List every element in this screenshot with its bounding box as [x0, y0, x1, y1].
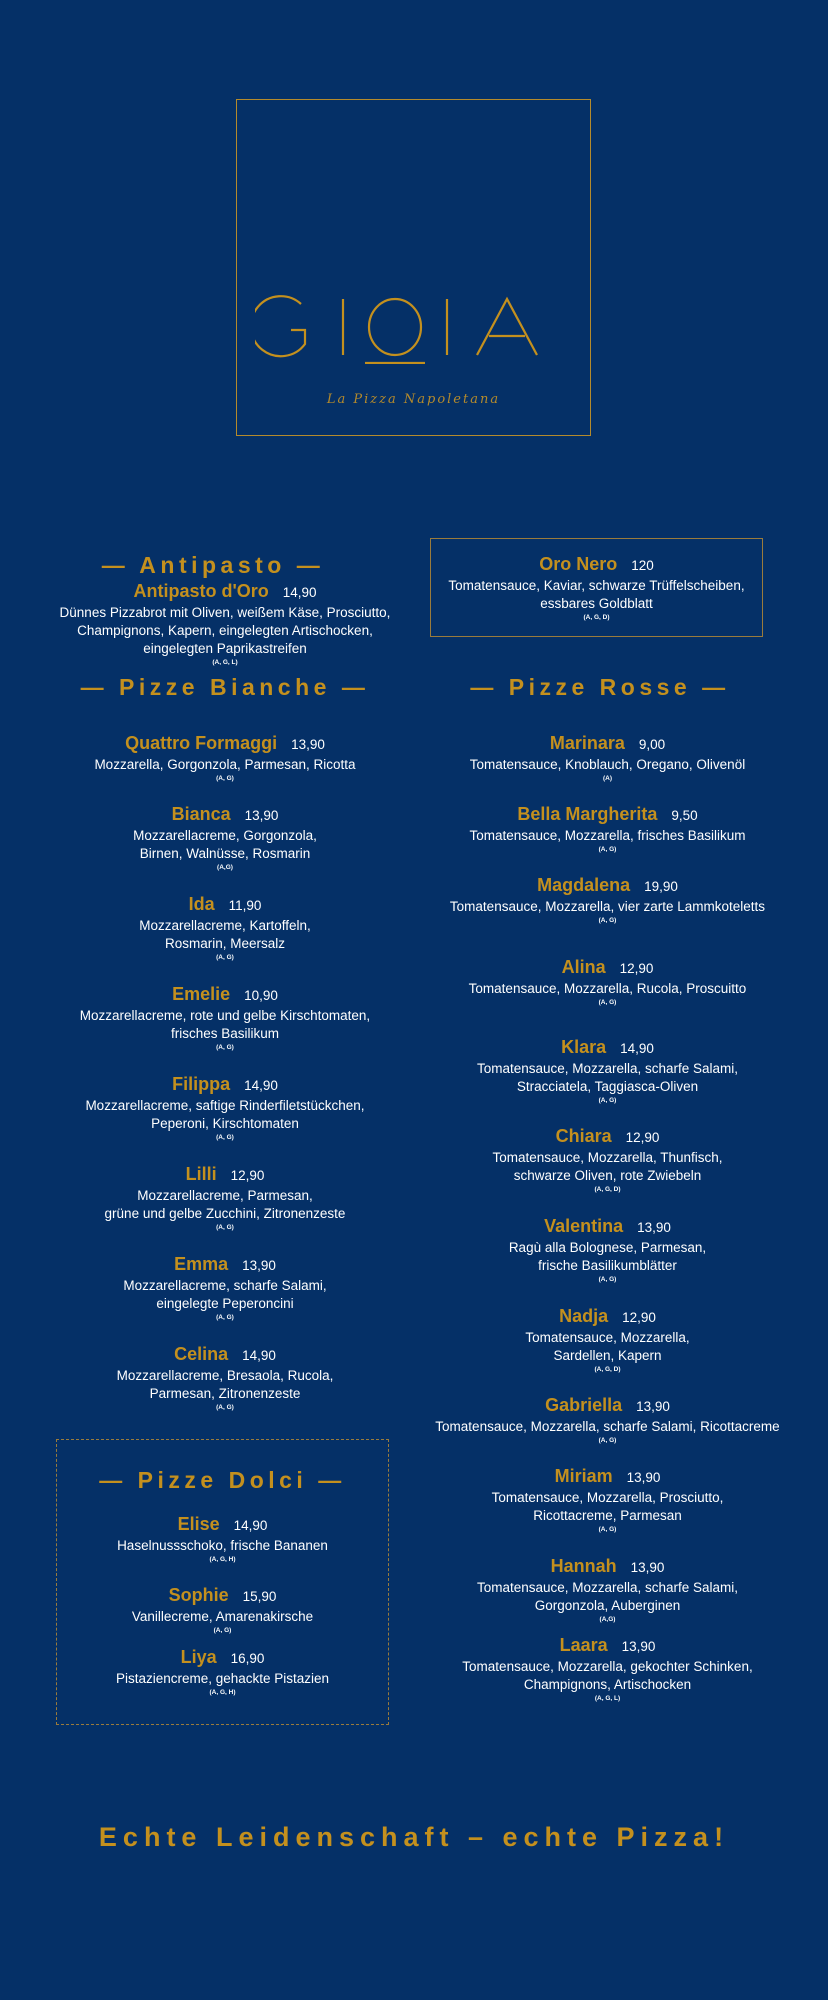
menu-item: [40, 1253, 410, 1322]
menu-item: [40, 893, 410, 962]
item-allergens: (A, G, H): [209, 1689, 236, 1696]
item-description: Stracciatela, Taggiasca-Oliven: [516, 1079, 699, 1094]
item-name: Emelie: [172, 984, 231, 1004]
item-price: 19,90: [644, 879, 678, 894]
item-price: 14,90: [620, 1041, 654, 1056]
item-description: Gorgonzola, Auberginen: [534, 1598, 681, 1613]
item-description: Tomatensauce, Mozzarella, Prosciutto,: [491, 1490, 724, 1505]
item-name: Antipasto d'Oro: [133, 581, 269, 601]
item-name: Laara: [559, 1635, 608, 1655]
item-price: 13,90: [242, 1258, 276, 1273]
item-allergens: (A, G, D): [583, 614, 610, 621]
item-allergens: (A, G): [598, 999, 617, 1006]
item-price: 16,90: [230, 1651, 265, 1666]
item-description: Peperoni, Kirschtomaten: [151, 1116, 299, 1131]
item-description: Tomatensauce, Mozzarella, vier zarte Lammkoteletts: [449, 899, 766, 914]
menu-item: [430, 1125, 785, 1194]
menu-item: [430, 1036, 785, 1105]
menu-item: [40, 983, 410, 1052]
item-name: Ida: [188, 894, 215, 914]
menu-item: [40, 1163, 410, 1232]
item-description: Vanillecreme, Amarenakirsche: [131, 1609, 314, 1624]
item-description: Mozzarellacreme, scharfe Salami,: [123, 1278, 327, 1293]
item-allergens: (A, G): [598, 1437, 617, 1444]
menu-item: [430, 1634, 785, 1703]
item-name: Bella Margherita: [517, 804, 658, 824]
item-price: 14,90: [233, 1518, 268, 1533]
item-description: essbares Goldblatt: [540, 596, 653, 611]
item-allergens: (A, G, H): [209, 1556, 236, 1563]
item-description: grüne und gelbe Zucchini, Zitronenzeste: [104, 1206, 346, 1221]
item-description: Mozzarellacreme, Bresaola, Rucola,: [116, 1368, 334, 1383]
item-price: 13,90: [621, 1639, 656, 1654]
item-price: 13,90: [291, 737, 325, 752]
item-description: Mozzarellacreme, Parmesan,: [137, 1188, 313, 1203]
pizze-bianche-title: — Pizze Bianche —: [80, 674, 370, 700]
item-name: Lilli: [185, 1164, 217, 1184]
item-allergens: (A, G): [598, 846, 617, 853]
item-name: Filippa: [172, 1074, 231, 1094]
item-description: Tomatensauce, Mozzarella, scharfe Salami,: [476, 1061, 739, 1076]
menu-item: [40, 803, 410, 872]
item-description: Birnen, Walnüsse, Rosmarin: [139, 846, 311, 861]
item-price: 10,90: [244, 988, 278, 1003]
item-allergens: (A, G, L): [594, 1695, 621, 1702]
item-allergens: (A, G, L): [212, 659, 238, 666]
item-description: Mozzarellacreme, Gorgonzola,: [133, 828, 317, 843]
item-price: 14,90: [244, 1078, 278, 1093]
item-description: Mozzarellacreme, rote und gelbe Kirschtomaten,: [79, 1008, 371, 1023]
menu-item: [56, 1513, 389, 1564]
menu-item: [430, 1305, 785, 1374]
menu-item: [430, 1555, 785, 1624]
item-description: Pistaziencreme, gehackte Pistazien: [115, 1671, 330, 1686]
item-name: Alina: [561, 957, 606, 977]
item-price: 13,90: [630, 1560, 665, 1575]
item-name: Gabriella: [545, 1395, 623, 1415]
item-description: Tomatensauce, Mozzarella, Rucola, Proscuitto: [468, 981, 747, 996]
item-description: Mozzarellacreme, saftige Rinderfiletstückchen,: [85, 1098, 365, 1113]
item-description: Ragù alla Bolognese, Parmesan,: [508, 1240, 707, 1255]
menu-item: [40, 580, 410, 667]
item-description: Haselnussschoko, frische Bananen: [117, 1538, 328, 1553]
menu-item: [56, 1584, 389, 1635]
item-allergens: (A, G): [598, 1097, 617, 1104]
logo-wordmark: [255, 290, 575, 364]
item-price: 14,90: [242, 1348, 276, 1363]
item-price: 13,90: [626, 1470, 661, 1485]
item-price: 120: [631, 558, 654, 573]
item-allergens: (A, G): [216, 775, 234, 782]
menu-item: [430, 956, 785, 1007]
item-description: frisches Basilikum: [170, 1026, 280, 1041]
item-description: Tomatensauce, Mozzarella, Thunfisch,: [492, 1150, 723, 1165]
item-description: Sardellen, Kapern: [553, 1348, 662, 1363]
item-name: Elise: [177, 1514, 220, 1534]
item-description: Ricottacreme, Parmesan: [533, 1508, 682, 1523]
item-description: Parmesan, Zitronenzeste: [149, 1386, 301, 1401]
logo-tagline: La Pizza Napoletana: [326, 392, 501, 407]
pizze-dolci-title: — Pizze Dolci —: [99, 1467, 346, 1493]
item-name: Magdalena: [537, 875, 631, 895]
item-price: 9,00: [638, 737, 666, 752]
item-description: eingelegten Paprikastreifen: [143, 641, 307, 656]
item-name: Miriam: [554, 1466, 613, 1486]
item-allergens: (A): [602, 775, 613, 782]
menu-item: [40, 732, 410, 783]
menu-item: [56, 1646, 389, 1697]
item-description: Tomatensauce, Mozzarella, scharfe Salami, Ricottacreme: [435, 1419, 780, 1434]
menu-item: [430, 1394, 785, 1445]
item-description: Tomatensauce, Kaviar, schwarze Trüffelscheiben,: [448, 578, 745, 593]
item-allergens: (A, G): [216, 1044, 234, 1051]
item-allergens: (A,G): [217, 864, 233, 871]
item-price: 11,90: [228, 898, 262, 913]
item-description: Champignons, Kapern, eingelegten Artischocken,: [77, 623, 373, 638]
item-allergens: (A,G): [599, 1616, 616, 1623]
item-description: frische Basilikumblätter: [538, 1258, 677, 1273]
menu-item: [430, 1465, 785, 1534]
item-description: Tomatensauce, Knoblauch, Oregano, Olivenöl: [469, 757, 746, 772]
item-allergens: (A, G): [216, 954, 234, 961]
item-name: Klara: [561, 1037, 607, 1057]
item-name: Quattro Formaggi: [125, 733, 278, 753]
item-description: schwarze Oliven, rote Zwiebeln: [513, 1168, 702, 1183]
item-description: Dünnes Pizzabrot mit Oliven, weißem Käse, Prosciutto,: [59, 605, 391, 620]
item-price: 13,90: [637, 1220, 671, 1235]
item-name: Celina: [174, 1344, 229, 1364]
item-price: 14,90: [282, 585, 317, 600]
item-description: Tomatensauce, Mozzarella, frisches Basilikum: [469, 828, 746, 843]
item-allergens: (A, G, D): [594, 1366, 621, 1373]
menu-item: [430, 803, 785, 854]
item-price: 13,90: [244, 808, 279, 823]
item-name: Nadja: [559, 1306, 609, 1326]
item-name: Valentina: [544, 1216, 624, 1236]
item-description: Mozzarellacreme, Kartoffeln,: [139, 918, 311, 933]
menu-item-oro-nero: [430, 553, 763, 622]
item-price: 15,90: [242, 1589, 277, 1604]
item-allergens: (A, G): [216, 1314, 234, 1321]
item-name: Oro Nero: [539, 554, 618, 574]
item-name: Bianca: [171, 804, 231, 824]
item-name: Emma: [174, 1254, 229, 1274]
item-description: eingelegte Peperoncini: [156, 1296, 294, 1311]
menu-item: [40, 1073, 410, 1142]
item-name: Hannah: [550, 1556, 617, 1576]
item-description: Champignons, Artischocken: [523, 1677, 692, 1692]
logo: [236, 99, 591, 436]
item-allergens: (A, G): [598, 917, 617, 924]
item-price: 9,50: [671, 808, 698, 823]
item-name: Sophie: [168, 1585, 229, 1605]
item-name: Chiara: [555, 1126, 612, 1146]
menu-item: [430, 1215, 785, 1284]
item-description: Rosmarin, Meersalz: [164, 936, 286, 951]
item-description: Tomatensauce, Mozzarella, gekochter Schinken,: [462, 1659, 753, 1674]
item-allergens: (A, G): [216, 1134, 234, 1141]
item-description: Mozzarella, Gorgonzola, Parmesan, Ricotta: [94, 757, 356, 772]
pizze-rosse-title: — Pizze Rosse —: [470, 674, 730, 700]
item-allergens: (A, G, D): [594, 1186, 621, 1193]
item-allergens: (A, G): [598, 1526, 617, 1533]
antipasto-title: — Antipasto —: [101, 552, 325, 578]
item-price: 12,90: [625, 1130, 660, 1145]
item-allergens: (A, G): [213, 1627, 232, 1634]
item-allergens: (A, G): [598, 1276, 617, 1283]
menu-item: [40, 1343, 410, 1412]
item-allergens: (A, G): [216, 1404, 234, 1411]
item-price: 13,90: [636, 1399, 670, 1414]
item-name: Marinara: [549, 733, 625, 753]
item-price: 12,90: [230, 1168, 265, 1183]
item-name: Liya: [180, 1647, 217, 1667]
item-description: Tomatensauce, Mozzarella,: [525, 1330, 690, 1345]
item-price: 12,90: [622, 1310, 656, 1325]
item-price: 12,90: [619, 961, 654, 976]
menu-item: [430, 874, 785, 925]
menu-item: [430, 732, 785, 783]
item-allergens: (A, G): [216, 1224, 234, 1231]
item-description: Tomatensauce, Mozzarella, scharfe Salami,: [476, 1580, 739, 1595]
slogan: Echte Leidenschaft – echte Pizza!: [98, 1822, 730, 1852]
